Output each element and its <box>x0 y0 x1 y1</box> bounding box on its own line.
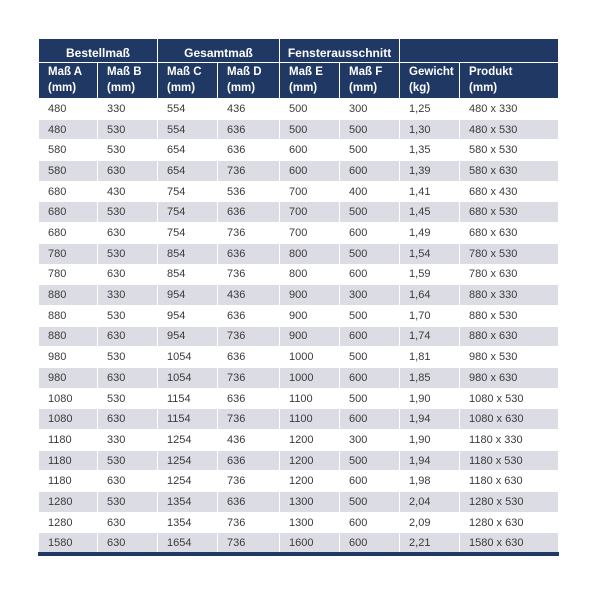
cell-mass-f: 300 <box>340 430 400 451</box>
cell-mass-a: 780 <box>39 264 98 285</box>
cell-mass-c: 1254 <box>158 450 218 471</box>
table-row <box>39 450 559 471</box>
table-row <box>39 388 559 409</box>
table-body <box>39 99 559 554</box>
cell-mass-d: 636 <box>218 305 280 326</box>
cell-mass-d: 736 <box>218 326 280 347</box>
cell-mass-c: 554 <box>158 99 218 120</box>
cell-mass-e: 1200 <box>280 450 340 471</box>
cell-mass-f: 600 <box>340 161 400 182</box>
cell-mass-b: 630 <box>98 533 158 554</box>
cell-produkt: 1180 x 530 <box>460 450 559 471</box>
cell-mass-c: 954 <box>158 326 218 347</box>
cell-mass-b: 630 <box>98 409 158 430</box>
cell-mass-d: 636 <box>218 492 280 513</box>
cell-produkt: 1180 x 330 <box>460 430 559 451</box>
cell-mass-d: 736 <box>218 512 280 533</box>
cell-produkt: 1180 x 630 <box>460 471 559 492</box>
table-row <box>39 285 559 306</box>
cell-mass-a: 1580 <box>39 533 98 554</box>
cell-mass-b: 530 <box>98 119 158 140</box>
column-header-mass-b: Maß B (mm) <box>98 63 158 99</box>
cell-mass-a: 780 <box>39 243 98 264</box>
cell-gewicht: 1,49 <box>400 223 460 244</box>
cell-mass-a: 680 <box>39 202 98 223</box>
cell-mass-f: 600 <box>340 367 400 388</box>
cell-mass-c: 954 <box>158 305 218 326</box>
cell-mass-a: 1180 <box>39 430 98 451</box>
cell-produkt: 980 x 630 <box>460 367 559 388</box>
group-header-empty <box>400 39 559 63</box>
cell-mass-c: 854 <box>158 264 218 285</box>
cell-mass-c: 554 <box>158 119 218 140</box>
cell-mass-d: 636 <box>218 140 280 161</box>
cell-mass-d: 436 <box>218 285 280 306</box>
cell-mass-d: 636 <box>218 119 280 140</box>
cell-mass-f: 500 <box>340 450 400 471</box>
group-header-fensterausschnitt: Fensterausschnitt <box>280 39 400 63</box>
cell-gewicht: 1,25 <box>400 99 460 120</box>
cell-gewicht: 1,81 <box>400 347 460 368</box>
cell-gewicht: 1,90 <box>400 430 460 451</box>
cell-gewicht: 2,09 <box>400 512 460 533</box>
cell-mass-e: 1200 <box>280 430 340 451</box>
cell-mass-f: 600 <box>340 326 400 347</box>
cell-gewicht: 1,74 <box>400 326 460 347</box>
cell-mass-a: 880 <box>39 305 98 326</box>
cell-mass-f: 600 <box>340 471 400 492</box>
cell-mass-a: 1180 <box>39 450 98 471</box>
table-row <box>39 430 559 451</box>
table-row <box>39 202 559 223</box>
cell-mass-e: 1100 <box>280 388 340 409</box>
cell-mass-e: 1100 <box>280 409 340 430</box>
cell-mass-b: 530 <box>98 140 158 161</box>
cell-mass-a: 880 <box>39 326 98 347</box>
cell-gewicht: 1,94 <box>400 450 460 471</box>
cell-mass-d: 736 <box>218 409 280 430</box>
cell-mass-f: 500 <box>340 202 400 223</box>
cell-mass-a: 1080 <box>39 388 98 409</box>
cell-mass-c: 754 <box>158 202 218 223</box>
cell-mass-b: 530 <box>98 388 158 409</box>
cell-produkt: 680 x 430 <box>460 181 559 202</box>
cell-mass-c: 654 <box>158 140 218 161</box>
cell-mass-e: 500 <box>280 119 340 140</box>
cell-mass-b: 330 <box>98 285 158 306</box>
cell-mass-e: 600 <box>280 140 340 161</box>
cell-mass-c: 1154 <box>158 388 218 409</box>
cell-mass-a: 1180 <box>39 471 98 492</box>
cell-produkt: 880 x 630 <box>460 326 559 347</box>
cell-mass-b: 630 <box>98 264 158 285</box>
table-row <box>39 181 559 202</box>
cell-mass-b: 630 <box>98 161 158 182</box>
column-header-mass-f: Maß F (mm) <box>340 63 400 99</box>
cell-mass-e: 500 <box>280 99 340 120</box>
table-row <box>39 492 559 513</box>
cell-mass-b: 630 <box>98 471 158 492</box>
cell-mass-a: 580 <box>39 161 98 182</box>
cell-mass-c: 1654 <box>158 533 218 554</box>
cell-mass-b: 630 <box>98 367 158 388</box>
cell-mass-f: 500 <box>340 492 400 513</box>
cell-mass-e: 700 <box>280 223 340 244</box>
table-row <box>39 471 559 492</box>
cell-mass-f: 600 <box>340 533 400 554</box>
cell-gewicht: 1,45 <box>400 202 460 223</box>
cell-mass-f: 500 <box>340 388 400 409</box>
cell-mass-e: 1200 <box>280 471 340 492</box>
cell-produkt: 480 x 530 <box>460 119 559 140</box>
cell-mass-b: 530 <box>98 305 158 326</box>
cell-mass-f: 400 <box>340 181 400 202</box>
cell-mass-b: 630 <box>98 512 158 533</box>
cell-mass-f: 500 <box>340 119 400 140</box>
cell-gewicht: 1,35 <box>400 140 460 161</box>
cell-mass-d: 736 <box>218 471 280 492</box>
cell-mass-d: 536 <box>218 181 280 202</box>
cell-produkt: 1280 x 630 <box>460 512 559 533</box>
column-header-mass-c: Maß C (mm) <box>158 63 218 99</box>
table-row <box>39 533 559 554</box>
cell-produkt: 1080 x 630 <box>460 409 559 430</box>
column-header-mass-d: Maß D (mm) <box>218 63 280 99</box>
group-header-bestellmass: Bestellmaß <box>39 39 158 63</box>
cell-mass-c: 1054 <box>158 347 218 368</box>
cell-mass-a: 980 <box>39 367 98 388</box>
table-row <box>39 512 559 533</box>
size-table-wrapper <box>38 38 558 556</box>
cell-gewicht: 1,39 <box>400 161 460 182</box>
cell-gewicht: 2,04 <box>400 492 460 513</box>
cell-mass-c: 954 <box>158 285 218 306</box>
cell-mass-f: 500 <box>340 140 400 161</box>
cell-gewicht: 1,30 <box>400 119 460 140</box>
cell-produkt: 580 x 530 <box>460 140 559 161</box>
cell-mass-d: 636 <box>218 243 280 264</box>
cell-produkt: 680 x 530 <box>460 202 559 223</box>
cell-mass-d: 636 <box>218 450 280 471</box>
cell-mass-a: 580 <box>39 140 98 161</box>
cell-mass-b: 630 <box>98 326 158 347</box>
cell-mass-a: 980 <box>39 347 98 368</box>
cell-mass-e: 1300 <box>280 492 340 513</box>
cell-mass-d: 736 <box>218 223 280 244</box>
cell-mass-c: 1254 <box>158 471 218 492</box>
cell-mass-c: 754 <box>158 223 218 244</box>
cell-mass-f: 600 <box>340 223 400 244</box>
cell-mass-f: 300 <box>340 285 400 306</box>
cell-mass-e: 1000 <box>280 367 340 388</box>
cell-mass-b: 530 <box>98 492 158 513</box>
cell-mass-d: 736 <box>218 161 280 182</box>
table-row <box>39 409 559 430</box>
cell-mass-c: 654 <box>158 161 218 182</box>
cell-mass-b: 430 <box>98 181 158 202</box>
table-header <box>39 39 559 99</box>
column-header-row <box>39 63 559 99</box>
group-header-row <box>39 39 559 63</box>
cell-mass-e: 1000 <box>280 347 340 368</box>
cell-mass-c: 1354 <box>158 512 218 533</box>
cell-mass-c: 1254 <box>158 430 218 451</box>
cell-mass-e: 800 <box>280 243 340 264</box>
cell-mass-d: 636 <box>218 347 280 368</box>
group-header-gesamtmass: Gesamtmaß <box>158 39 280 63</box>
table-row <box>39 161 559 182</box>
cell-mass-f: 600 <box>340 409 400 430</box>
cell-mass-e: 700 <box>280 202 340 223</box>
cell-mass-e: 900 <box>280 305 340 326</box>
column-header-produkt: Produkt (mm) <box>460 63 559 99</box>
cell-mass-b: 330 <box>98 99 158 120</box>
cell-mass-d: 736 <box>218 367 280 388</box>
cell-produkt: 780 x 530 <box>460 243 559 264</box>
cell-mass-a: 1280 <box>39 492 98 513</box>
cell-mass-b: 530 <box>98 202 158 223</box>
table-row <box>39 264 559 285</box>
cell-produkt: 1580 x 630 <box>460 533 559 554</box>
cell-mass-d: 436 <box>218 99 280 120</box>
cell-mass-a: 680 <box>39 181 98 202</box>
cell-mass-c: 1054 <box>158 367 218 388</box>
cell-mass-d: 636 <box>218 388 280 409</box>
cell-mass-a: 1280 <box>39 512 98 533</box>
cell-mass-f: 500 <box>340 305 400 326</box>
cell-mass-c: 854 <box>158 243 218 264</box>
cell-mass-d: 636 <box>218 202 280 223</box>
cell-mass-e: 900 <box>280 326 340 347</box>
cell-gewicht: 1,59 <box>400 264 460 285</box>
cell-gewicht: 1,94 <box>400 409 460 430</box>
cell-mass-b: 530 <box>98 243 158 264</box>
table-row <box>39 99 559 120</box>
cell-gewicht: 1,70 <box>400 305 460 326</box>
cell-mass-b: 630 <box>98 223 158 244</box>
cell-mass-a: 480 <box>39 119 98 140</box>
cell-mass-c: 754 <box>158 181 218 202</box>
cell-mass-f: 600 <box>340 264 400 285</box>
cell-produkt: 480 x 330 <box>460 99 559 120</box>
cell-mass-d: 736 <box>218 533 280 554</box>
cell-gewicht: 1,98 <box>400 471 460 492</box>
cell-mass-e: 600 <box>280 161 340 182</box>
table-row <box>39 243 559 264</box>
cell-mass-f: 300 <box>340 99 400 120</box>
size-table <box>38 38 559 556</box>
cell-gewicht: 1,41 <box>400 181 460 202</box>
table-row <box>39 223 559 244</box>
cell-gewicht: 1,54 <box>400 243 460 264</box>
table-row <box>39 140 559 161</box>
cell-mass-d: 736 <box>218 264 280 285</box>
cell-mass-e: 700 <box>280 181 340 202</box>
cell-produkt: 1280 x 530 <box>460 492 559 513</box>
cell-mass-e: 1300 <box>280 512 340 533</box>
cell-mass-f: 500 <box>340 243 400 264</box>
table-row <box>39 347 559 368</box>
cell-mass-c: 1354 <box>158 492 218 513</box>
cell-produkt: 880 x 330 <box>460 285 559 306</box>
cell-gewicht: 1,90 <box>400 388 460 409</box>
cell-mass-e: 800 <box>280 264 340 285</box>
cell-mass-b: 530 <box>98 347 158 368</box>
cell-mass-d: 436 <box>218 430 280 451</box>
cell-produkt: 980 x 530 <box>460 347 559 368</box>
cell-mass-f: 600 <box>340 512 400 533</box>
cell-mass-f: 500 <box>340 347 400 368</box>
cell-produkt: 780 x 630 <box>460 264 559 285</box>
cell-mass-a: 680 <box>39 223 98 244</box>
table-row <box>39 305 559 326</box>
cell-mass-c: 1154 <box>158 409 218 430</box>
cell-mass-a: 880 <box>39 285 98 306</box>
column-header-gewicht: Gewicht (kg) <box>400 63 460 99</box>
cell-gewicht: 1,64 <box>400 285 460 306</box>
table-row <box>39 326 559 347</box>
cell-produkt: 1080 x 530 <box>460 388 559 409</box>
column-header-mass-a: Maß A (mm) <box>39 63 98 99</box>
cell-produkt: 880 x 530 <box>460 305 559 326</box>
table-row <box>39 367 559 388</box>
cell-produkt: 680 x 630 <box>460 223 559 244</box>
cell-mass-e: 900 <box>280 285 340 306</box>
table-row <box>39 119 559 140</box>
cell-mass-a: 480 <box>39 99 98 120</box>
cell-mass-b: 330 <box>98 430 158 451</box>
cell-gewicht: 1,85 <box>400 367 460 388</box>
column-header-mass-e: Maß E (mm) <box>280 63 340 99</box>
cell-gewicht: 2,21 <box>400 533 460 554</box>
cell-mass-a: 1080 <box>39 409 98 430</box>
cell-mass-e: 1600 <box>280 533 340 554</box>
cell-produkt: 580 x 630 <box>460 161 559 182</box>
cell-mass-b: 530 <box>98 450 158 471</box>
